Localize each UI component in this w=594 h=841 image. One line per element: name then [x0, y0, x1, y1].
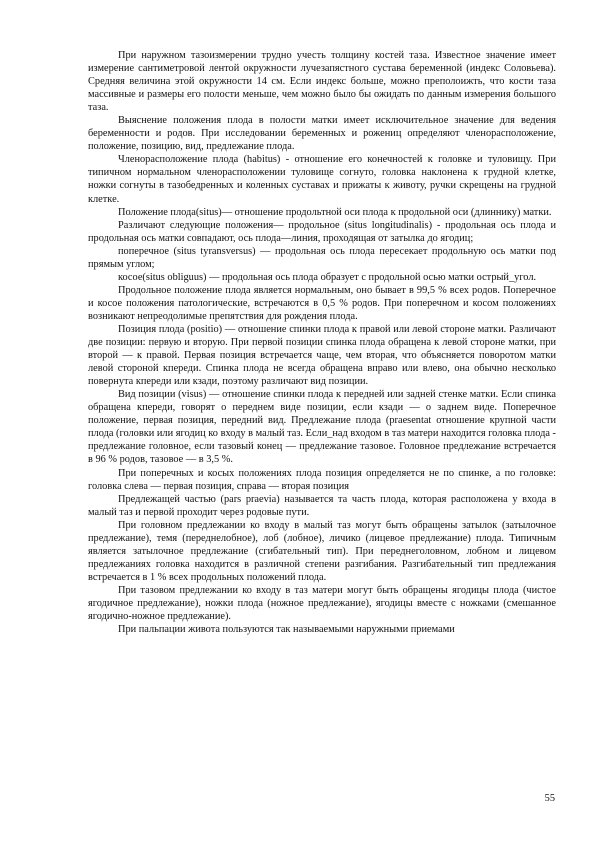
paragraph-habitus: Членорасположение плода (habitus) - отношение его конечностей к головке и туловищу. При типичном нормальном членорасположении туловище согнуто, головка наклонена к грудной клетке, ножки согнуты в тазобедренных и коленных суставах и прижаты к животу, ручки скрещены на грудной клетке. [88, 154, 556, 205]
paragraph-oblique: косое(situs obliguus) — продольная ось плода образует с продольной осью матки острый_угол. [118, 271, 537, 283]
paragraph-situs: Положение плода(situs)— отношение продольтной оси плода к продольной оси (длиннику) матки. [118, 206, 552, 218]
paragraph-palpation: При пальпации живота пользуются так называемыми наружными приемами [118, 624, 455, 636]
paragraph-transverse-position-rule: При поперечных и косых положениях плода позиция определяется не по спинке, а по головке: головка слева — первая позиция, справа — вторая позиция [88, 467, 556, 492]
paragraph-positio: Позиция плода (positio) — отношение спинки плода к правой или левой стороне матки. Различают две позиции: первую и вторую. При первой позиции спинка плода обращена к левой стороне матки, при второй — к правой. Первая позиция встречается чаще, чем вторая, что объясняется поворотом матки левой стороной кпереди. Спинка плода не всегда обращена вправо или влево, она обычно несколько повернута кпереди или кзади, поэтому различают вид позиции. [88, 323, 556, 388]
paragraph-longitudinal: Различают следующие положения— продольное (situs longitudinalis) - продольная ось плода и продольная ось матки совпадают, ось плода—линия, проходящая от затылка до ягодиц; [88, 219, 556, 244]
paragraph-fetal-position-importance: Выяснение положения плода в полости матки имеет исключительное значение для ведения беременности и родов. При исследовании беременных и рожениц определяют членорасположение, положение, позицию, вид, предлежание плода. [88, 115, 556, 153]
paragraph-transverse: поперечное (situs tyransversus) — продольная ось плода пересекает продольную ось матки под прямым углом; [88, 245, 556, 270]
paragraph-breech-presentation: При тазовом предлежании ко входу в таз матери могут быть обращены ягодицы плода (чистое ягодичное предлежание), ножки плода (ножное предлежание), ягодицы вместе с ножками (смешанное ягодично-ножное предлежание). [88, 584, 556, 623]
paragraph-visus: Вид позиции (visus) — отношение спинки плода к передней или задней стенке матки. Если спинка обращена кпереди, говорят о переднем виде позиции, если кзади — о заднем виде. Поперечное положение, первая позиция, передний вид. Предлежание плода (praesentat отношение крупной части плода (головки или ягодиц ко входу в малый таз. Если_над входом в таз матери находится головка плода - предлежание головное, если тазовый конец — предлежание тазовое. Головное предлежание встречается в 96 % родов, тазовое — в 3,5 %. [88, 389, 556, 466]
paragraph-position-statistics: Продольное положение плода является нормальным, оно бывает в 99,5 % всех родов. Поперечное и косое положения патологические, встречаются в 0,5 % родов. При поперечном и косом положениях возникают непреодолимые препятствия для рождения плода. [88, 284, 556, 322]
paragraph-presenting-part: Предлежащей частью (pars praevia) называется та часть плода, которая расположена у входа в малый таз и первой проходит через родовые пути. [88, 493, 556, 518]
paragraph-cephalic-presentation: При головном предлежании ко входу в малый таз могут быть обращены затылок (затылочное предлежание), темя (переднелобное), лоб (лобное), личико (лицевое предлежание) плода. Типичным является затылочное предлежание (сгибательный тип). При переднеголовном, лобном и лицевом предлежаниях головка находится в различной степени разгибания. Разгибательный тип предлежания встречается в 1 % всех продольных положений плода. [88, 519, 556, 583]
paragraph-pelvic-measurement: При наружном тазоизмерении трудно учесть толщину костей таза. Известное значение имеет измерение сантиметровой лентой окружности лучезапястного сустава беременной (индекс Соловьева). Средняя величина этой окружности 14 см. Если индекс больше, можно преполоижть, что кости таза массивные и размеры его полости меньше, чем можно было бы ожидать по данным измерения большого таза. [88, 50, 556, 114]
page-number: 55 [544, 793, 555, 804]
page-body [88, 49, 556, 636]
